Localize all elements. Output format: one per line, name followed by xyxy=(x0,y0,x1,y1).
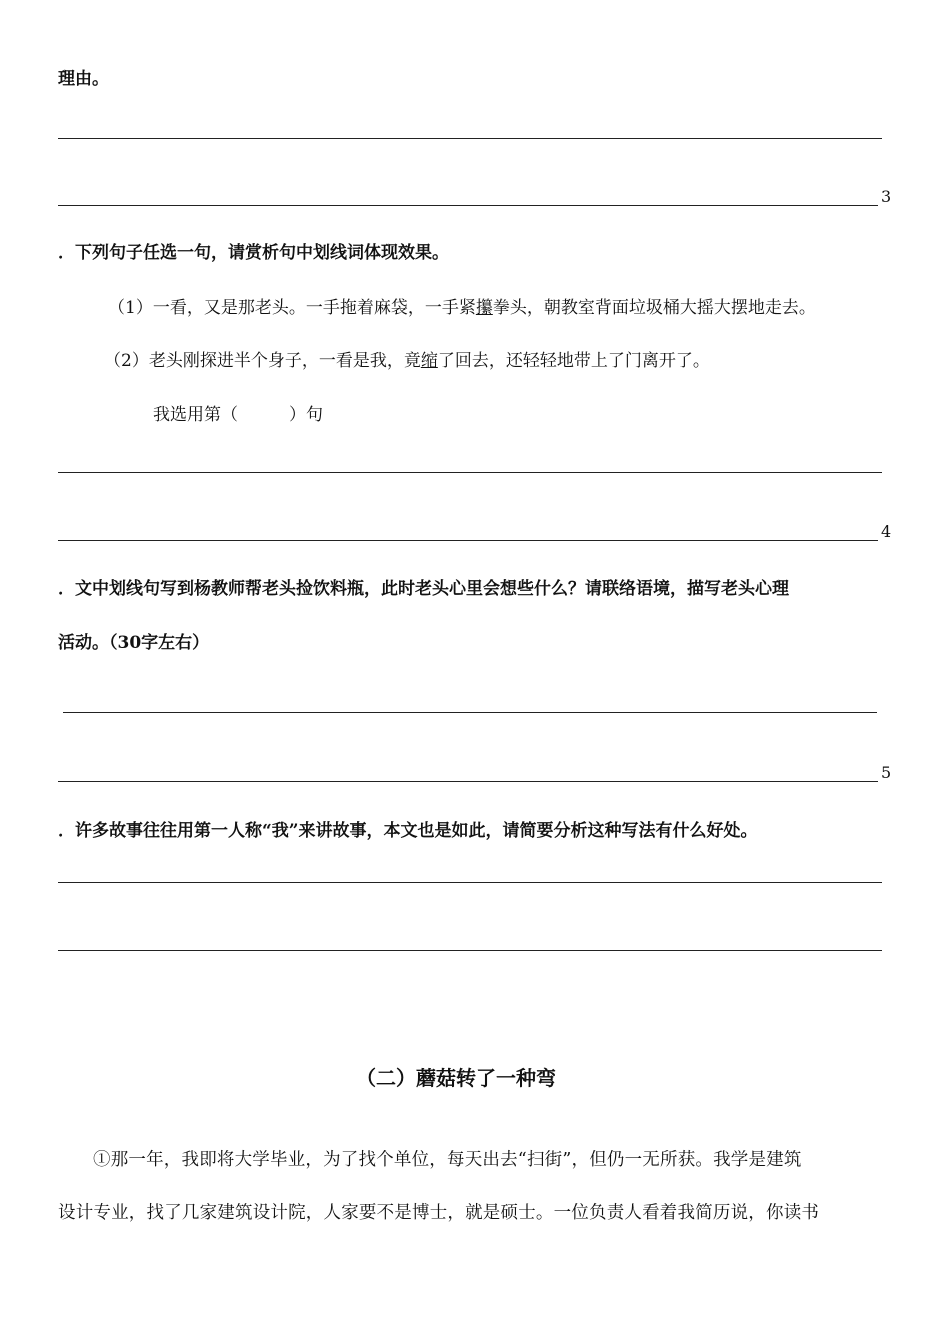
sentence-2: （2）老头刚探进半个身子，一看是我，竟缩了回去，还轻轻地带上了门离开了。 xyxy=(104,351,710,371)
answer-line xyxy=(63,712,877,713)
question-5-prompt: ．许多故事往往用第一人称“我”来讲故事，本文也是如此，请简要分析这种写法有什么好处。 xyxy=(58,821,758,841)
answer-line xyxy=(58,781,878,782)
section-title: （二）蘑菇转了一种弯 xyxy=(356,1066,556,1090)
answer-line xyxy=(58,472,882,473)
answer-line xyxy=(58,138,882,139)
question-4-prompt-cont: 活动。（30字左右） xyxy=(58,633,210,653)
underlined-word: 缩 xyxy=(420,351,438,371)
answer-line xyxy=(58,540,878,541)
question-number: 3 xyxy=(881,187,892,206)
question-2-tail: 理由。 xyxy=(58,69,109,89)
sentence-1: （1）一看，又是那老头。一手拖着麻袋，一手紧攥拳头，朝教室背面垃圾桶大摇大摆地走去。 xyxy=(108,298,816,318)
paragraph-1-line-1: ①那一年，我即将大学毕业，为了找个单位，每天出去“扫街”，但仍一无所获。我学是建筑 xyxy=(93,1150,802,1170)
question-4-prompt: ．文中划线句写到杨教师帮老头捡饮料瓶，此时老头心里会想些什么？请联络语境，描写老头心理 xyxy=(58,579,789,599)
question-number: 4 xyxy=(881,522,892,541)
paragraph-1-line-2: 设计专业，找了几家建筑设计院，人家要不是博士，就是硕士。一位负责人看着我简历说，你读书 xyxy=(58,1203,820,1223)
question-3-prompt: ．下列句子任选一句，请赏析句中划线词体现效果。 xyxy=(58,243,449,263)
sentence-choice: 我选用第（ ）句 xyxy=(153,405,323,425)
answer-line xyxy=(58,205,878,206)
underlined-word: 攥 xyxy=(475,298,493,318)
answer-line xyxy=(58,950,882,951)
answer-line xyxy=(58,882,882,883)
question-number: 5 xyxy=(881,763,892,782)
